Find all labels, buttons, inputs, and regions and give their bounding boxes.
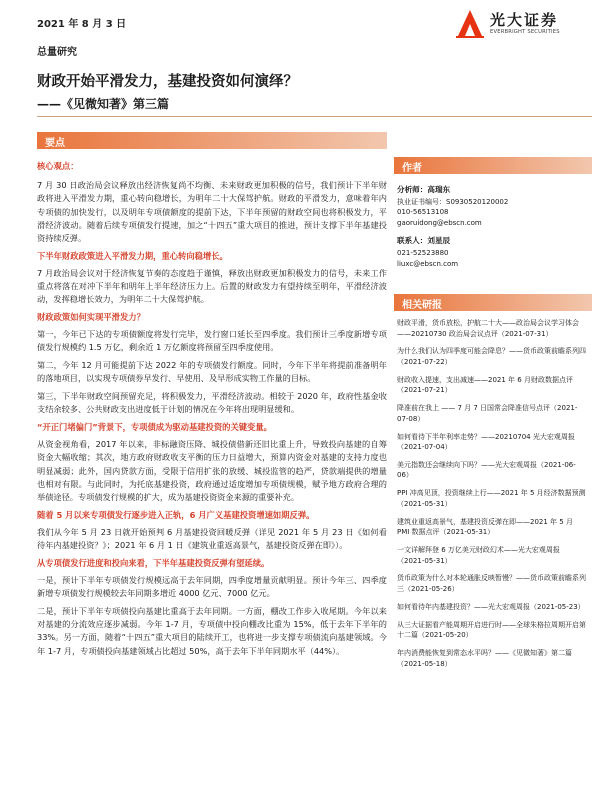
report-subtitle: ——《见微知著》第三篇 — [37, 97, 170, 111]
body-paragraph: 从资金视角看，2017 年以来，非标融资压降、城投债借新还旧比重上升，导致投向基建的自筹资金大幅收缩；其次，地方政府财政收支平衡的压力日益增大，预算内资金对基建的支持力度也明显减弱；此外，国内贷款方面，受限于信用扩张的放缓、城投监管的趋严，贷款端提供的增量也相对有限。与此同时，为托底基建投资，政府通过适度增加专项债规模，赋予地方政府合理的举债途径。专项债发行规模的扩大，成为基建投资资金来源的重要补充。 — [37, 439, 387, 502]
related-report-link[interactable]: 如何看待年内基建投资？——光大宏观周报（2021-05-23） — [397, 602, 585, 611]
core-view-heading: 核心观点： — [37, 161, 79, 171]
related-report-link[interactable]: 一文详解拜登 6 万亿美元财政幻术——光大宏观周报（2021-05-31） — [397, 546, 560, 565]
author-label: 作者 — [402, 163, 422, 174]
section-heading: “开正门堵偏门”背景下，专项债成为驱动基建投资的关键变量。 — [37, 421, 272, 432]
key-points-header — [37, 132, 387, 149]
body-paragraph: 我们从今年 5 月 23 日就开始预判 6 月基建投资回暖反弹（详见 2021 年 5 月 23 日《如何看待年内基建投资？》；2021 年 6 月 1 日《建筑业重返高景气，基建投资反弹在即》）。 — [37, 526, 387, 551]
related-report-link[interactable]: 为什么我们认为四季度可能会降息？——货币政策前瞻系列四（2021-07-22） — [397, 347, 586, 366]
author-contact: gaoruidong@ebscn.com — [397, 218, 482, 227]
related-report-link[interactable]: 如何看待下半年利率走势？——20210704 光大宏观周报（2021-07-04） — [397, 432, 575, 452]
related-report-link[interactable]: 降准前在我上 —— 7 月 7 日国常会降准信号点评（2021-07-08） — [397, 404, 578, 423]
related-report-link[interactable]: PPI 冲高见顶，投资继续上行——2021 年 5 月经济数据预测（2021-05-31） — [397, 489, 586, 508]
author-contact: 021-52523880 — [397, 248, 449, 257]
section-heading: 随着 5 月以来专项债发行逐步进入正轨，6 月广义基建投资增速如期反弹。 — [37, 509, 315, 520]
report-date: 2021 年 8 月 3 日 — [37, 19, 127, 30]
related-reports-list — [397, 318, 587, 676]
author-name: 联系人：刘星辰 — [397, 236, 451, 246]
logo-chinese-name: 光大证券 — [490, 11, 559, 29]
key-points-label: 要点 — [45, 138, 65, 149]
related-report-link[interactable]: 财政收入提速，支出减速——2021 年 6 月财政数据点评（2021-07-21） — [397, 375, 573, 395]
body-paragraph: 二是，预计下半年专项债投向基建比重高于去年同期。一方面，棚改工作步入收尾期。今年以来对基建的分流效应逐步减弱。今年 1-7 月，专项债中投向棚改比重为 15%，低于去年下半年的 33%。另一方面，随着“十四五”重大项目的陆续开工，也将进一步支撑专项债流向基建领域。今年 1-7 月，专项债投向基建领域占比超过 50%，高于去年下半年同期水平（44%）。 — [37, 605, 387, 656]
author-info — [397, 185, 587, 269]
author-header — [394, 157, 592, 174]
title-divider — [37, 116, 592, 117]
author-contact: liuxc@ebscn.com — [397, 259, 459, 268]
body-paragraph: 7 月 30 日政治局会议释放出经济恢复尚不均衡、未来财政更加积极的信号，我们预计下半年财政将进入平滑发力期，重心转向稳增长，为明年二十大保驾护航。财政的平滑发力，意味着年内专项债的加快发行，以及明年专项债额度的提前下达，下半年预留的财政空间也将积极发力，平滑经济波动。随着后续专项债发行提速，加之“十四五”重大项目的推进，预计支撑下半年基建投资持续反弹。 — [37, 180, 387, 244]
section-heading: 从专项债发行进度和投向来看，下半年基建投资反弹有望延续。 — [37, 557, 270, 568]
main-body — [37, 160, 387, 662]
author-contact: 010-56513108 — [397, 208, 449, 217]
author-name: 分析师：高瑞东 — [397, 185, 451, 194]
related-report-link[interactable]: 建筑业重返高景气，基建投资反弹在即——2021 年 5 月 PMI 数据点评（2021-05-31） — [397, 517, 573, 537]
section-heading: 财政政策如何实现平滑发力？ — [37, 312, 145, 323]
report-category: 总量研究 — [37, 47, 77, 58]
body-paragraph: 第二，今年 12 月可能提前下达 2022 年的专项债发行额度。同时，今年下半年将提前准备明年的落地项目，以实现专项债券早发行、早使用、及早形成实物工作量的目标。 — [37, 360, 387, 384]
related-reports-header — [394, 294, 592, 311]
related-report-link[interactable]: 年内消费能恢复到常态水平吗？——《见微知著》第二篇（2021-05-18） — [397, 648, 572, 668]
body-paragraph: 一是，预计下半年专项债发行规模远高于去年同期，四季度增量贡献明显。预计今年三、四季度新增专项债发行规模较去年同期多增近 4000 亿元、7000 亿元。 — [37, 574, 387, 599]
section-heading: 下半年财政政策进入平滑发力期，重心转向稳增长。 — [37, 250, 228, 261]
related-reports-label: 相关研报 — [402, 300, 442, 311]
related-report-link[interactable]: 美元指数还会继续向下吗？——光大宏观周报（2021-06-06） — [397, 460, 576, 480]
author-contact: 执业证书编号：S0930520120002 — [397, 197, 509, 206]
body-paragraph: 7 月政治局会议对于经济恢复节奏的态度趋于谨慎，释放出财政更加积极发力的信号，未来工作重点将落在对冲下半年和明年上半年经济压力上。后置的财政发力有望持续至明年，平滑经济波动，发挥稳增长效力，为明年二十大保驾护航。 — [37, 267, 387, 305]
related-report-link[interactable]: 从三大证据看产能周期开启进行时——全球朱格拉周期开启第十二篇（2021-05-20） — [397, 620, 586, 640]
everbright-logo-icon — [456, 8, 484, 38]
body-paragraph: 第一，今年已下达的专项债额度将发行完毕，发行窗口延长至四季度。我们预计三季度新增专项债发行规模约 1.5 万亿，剩余近 1 万亿额度将预留至四季度使用。 — [37, 329, 387, 353]
body-paragraph: 第三，下半年财政空间预留充足，将积极发力，平滑经济波动。相较于 2020 年，政府性基金收支结余较多、公共财政支出进度低于计划的情况在今年将出现明显缓和。 — [37, 391, 387, 415]
logo-english-name: EVERBRIGHT SECURITIES — [490, 29, 560, 35]
brand-logo — [456, 8, 586, 40]
report-title: 财政开始平滑发力，基建投资如何演绎？ — [37, 74, 298, 90]
related-report-link[interactable]: 财政平滑，货币放松，护航二十大——政治局会议学习体会——20210730 政治局会议点评（2021-07-31） — [397, 319, 579, 338]
related-report-link[interactable]: 货币政策为什么对本轮通胀反映暂慢？——货币政策前瞻系列三（2021-05-26） — [397, 574, 586, 593]
